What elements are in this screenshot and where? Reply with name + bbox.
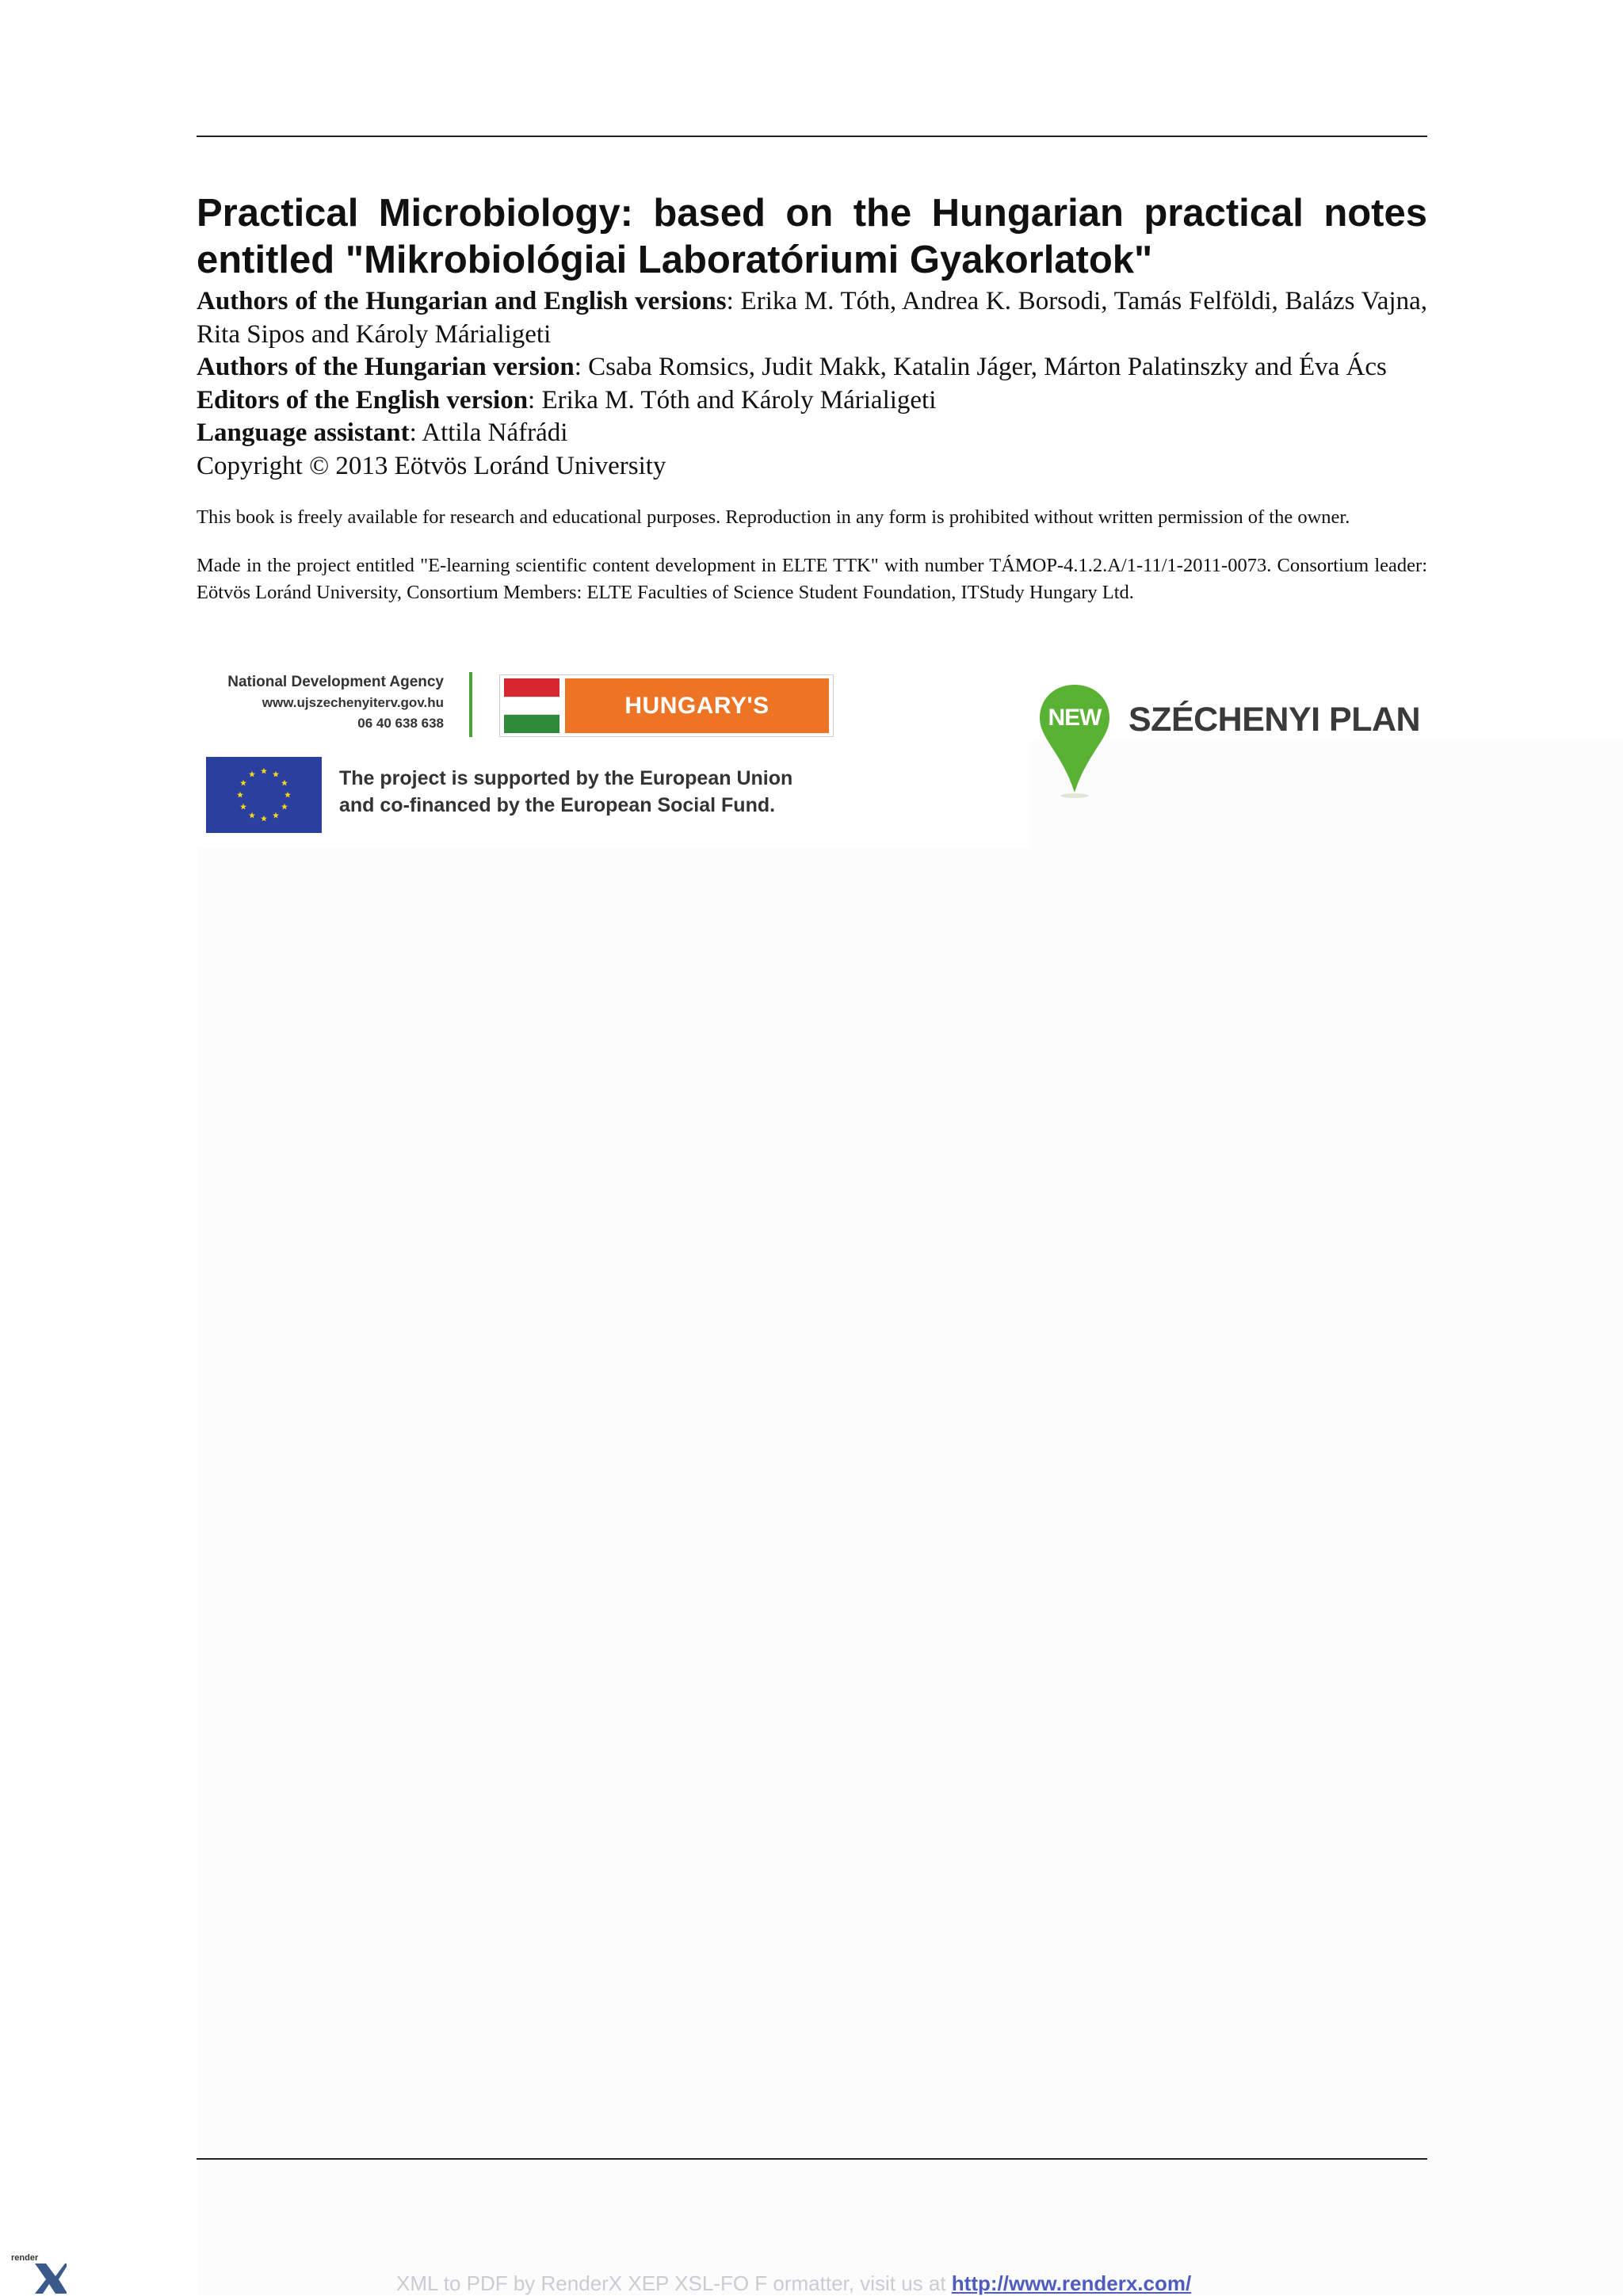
logo-divider (469, 672, 472, 737)
nda-logo (216, 672, 444, 734)
credits (197, 285, 1427, 483)
eu-support-line: The project is supported by the European Union (339, 767, 793, 789)
project-note: Made in the project entitled "E-learning scientific content development in ELTE TTK" with number TÁMOP-4.1.2.A/1-11/1-2011-0073. Consortium leader: Eötvös Loránd University, Consortium Members: ELTE Faculties of Science Student Foundation, ITStudy Hungary Ltd. (197, 555, 1427, 603)
credit-value: : Attila Náfrádi (409, 418, 568, 447)
credit-value: : Csaba Romsics, Judit Makk, Katalin Jáger, Márton Palatinszky and Éva Ács (574, 353, 1387, 381)
eu-support-text (339, 765, 831, 819)
hungarian-flag-icon (504, 678, 559, 733)
credit-label: Editors of the English version (197, 385, 529, 415)
eu-flag-icon (206, 757, 322, 833)
footer-text: XML to PDF by RenderX XEP XSL-FO F ormatter, visit us at (396, 2271, 952, 2295)
usage-notice: This book is freely available for research and educational purposes. Reproduction in any form is prohibited without written permission of the owner. (197, 506, 1350, 528)
map-pin-icon (1038, 680, 1117, 799)
new-szechenyi-plan-logo (1038, 680, 1421, 799)
hungarys-renewal-logo (499, 674, 834, 774)
credit-authors-hu-en (197, 285, 1427, 351)
nda-name: National Development Agency (227, 674, 444, 690)
credit-language-assistant (197, 417, 1427, 450)
footer (396, 2271, 1191, 2296)
credit-label: Language assistant (197, 418, 410, 447)
credit-label: Authors of the Hungarian version (197, 353, 575, 381)
bottom-rule (197, 2158, 1427, 2160)
credit-authors-hu (197, 351, 1427, 384)
copyright: Copyright © 2013 Eötvös Loránd University (197, 451, 666, 480)
szechenyi-plan: SZÉCHENYI PLAN (1128, 701, 1421, 739)
szechenyi-new: NEW (1048, 705, 1102, 731)
nda-phone: 06 40 638 638 (357, 716, 444, 731)
renewal-label: HUNGARY'S RENEWAL (565, 678, 829, 733)
credit-value: : Erika M. Tóth, Andrea K. Borsodi, Tamás Felföldi, Balázs Vajna, Rita Sipos and Károly Márialigeti (197, 287, 1427, 349)
title-page-content (197, 190, 1427, 606)
top-rule (197, 136, 1427, 137)
credit-value: : Erika M. Tóth and Károly Márialigeti (528, 385, 937, 415)
credit-editors-en (197, 384, 1427, 418)
credit-label: Authors of the Hungarian and English versions (197, 287, 727, 315)
page-shade (198, 848, 1623, 2295)
document-title: Practical Microbiology: based on the Hungarian practical notes entitled "Mikrobiológiai Laboratóriumi Gyakorlatok" (197, 192, 1427, 281)
renderx-word: render (11, 2253, 39, 2263)
renderx-link[interactable]: http://www.renderx.com/ (951, 2271, 1192, 2295)
nda-url: www.ujszechenyiterv.gov.hu (262, 695, 444, 710)
eu-support-line: and co-financed by the European Social Fund. (339, 794, 776, 816)
